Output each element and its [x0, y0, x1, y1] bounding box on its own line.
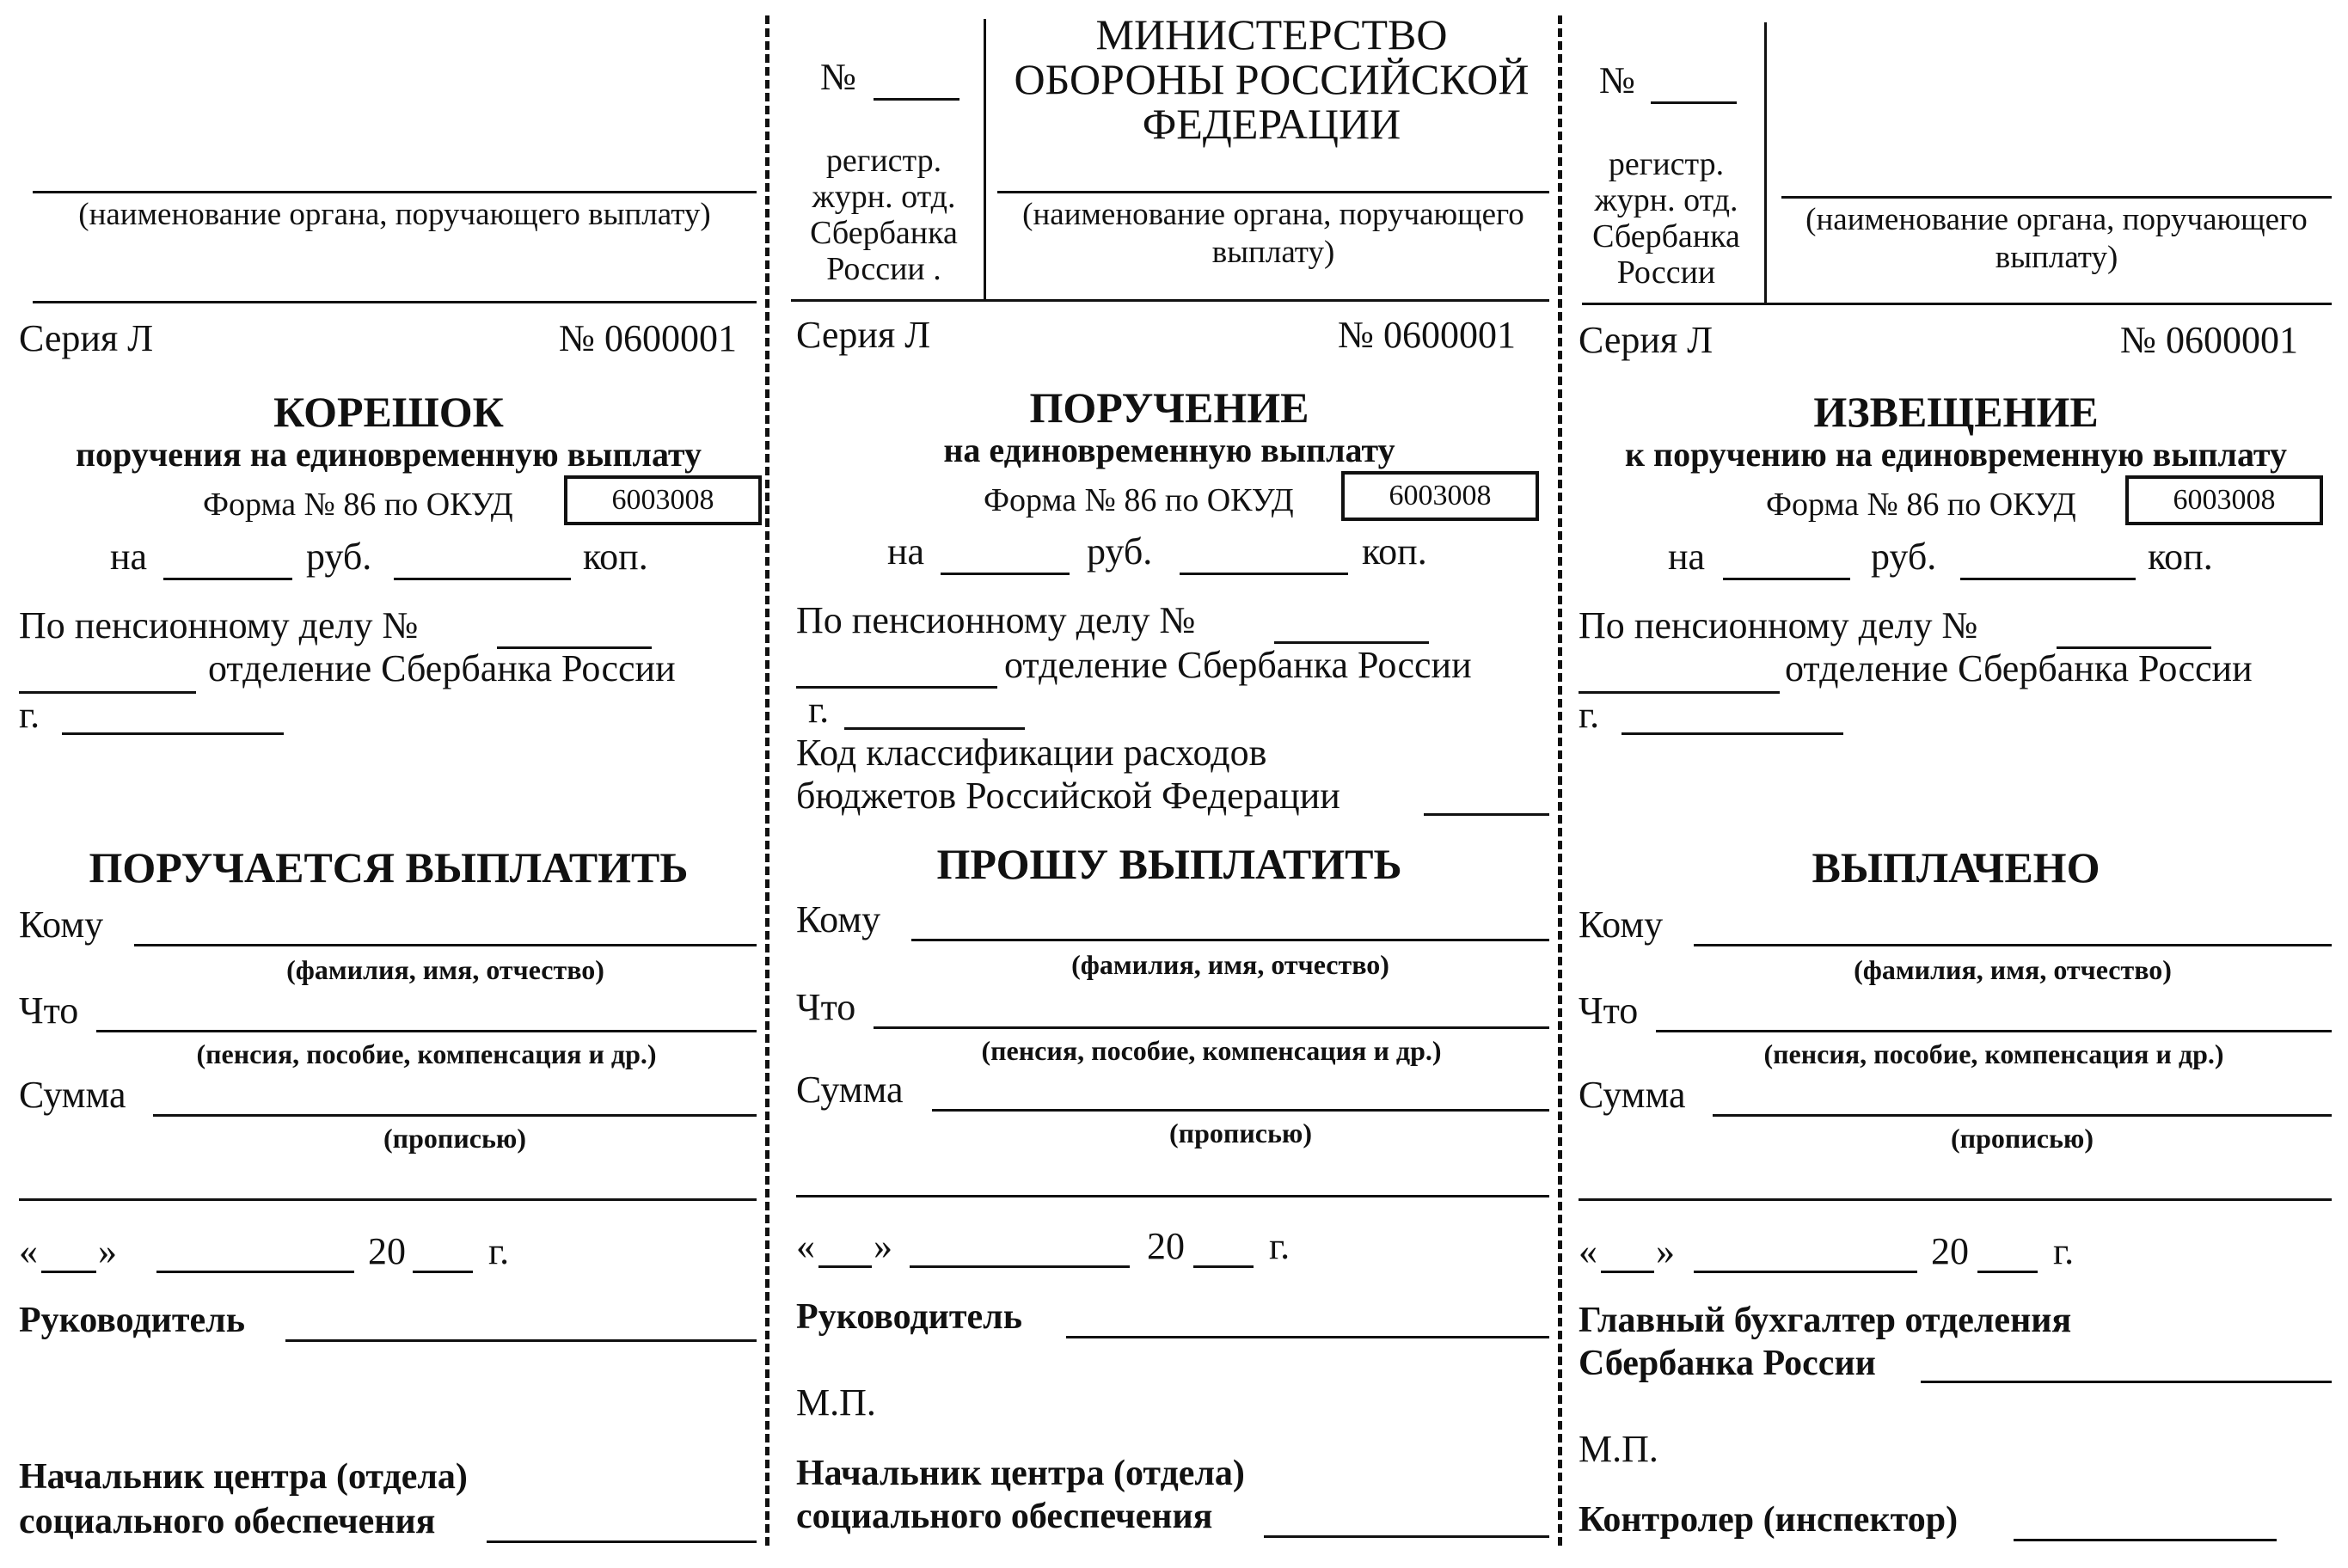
head-signature-line[interactable] — [285, 1339, 757, 1342]
stamp-label: М.П. — [796, 1381, 876, 1424]
series-label: Серия Л — [1579, 319, 1713, 361]
reg-number-label: № — [1599, 59, 1635, 101]
what-input-line[interactable] — [1656, 1030, 2332, 1032]
series-label: Серия Л — [19, 317, 154, 359]
month-input-line[interactable] — [156, 1271, 354, 1273]
chief-accountant-label-1: Главный бухгалтер отделения — [1579, 1301, 2072, 1340]
stamp-label: М.П. — [1579, 1428, 1658, 1470]
what-caption: (пенсия, пособие, компенсация и др.) — [981, 1035, 1442, 1066]
sum-caption: (прописью) — [1951, 1123, 2094, 1154]
document-subtitle: поручения на единовременную выплату — [75, 435, 702, 474]
form-label: Форма № 86 по ОКУД — [203, 487, 513, 523]
okud-code-box: 6003008 — [564, 475, 762, 525]
date-open-quote: « — [796, 1225, 815, 1267]
sum-input-line[interactable] — [153, 1114, 757, 1117]
whom-input-line[interactable] — [1694, 944, 2332, 946]
sum-words-input-line[interactable] — [1579, 1198, 2332, 1201]
what-label: Что — [1579, 989, 1639, 1032]
chief-accountant-label-2: Сбербанка России — [1579, 1344, 1876, 1383]
date-close-quote: » — [98, 1230, 117, 1272]
year-prefix: 20 — [1931, 1230, 1969, 1272]
what-label: Что — [796, 986, 856, 1028]
header-divider — [984, 19, 986, 299]
cut-line-right — [1558, 15, 1562, 1546]
social-head-label-2: социального обеспечения — [19, 1502, 436, 1541]
okud-code-box: 6003008 — [2125, 475, 2323, 525]
budget-code-label-2: бюджетов Российской Федерации — [796, 775, 1340, 817]
head-signature-line[interactable] — [1066, 1336, 1549, 1338]
controller-label: Контролер (инспектор) — [1579, 1500, 1959, 1540]
ministry-name: МИНИСТЕРСТВО ОБОРОНЫ РОССИЙСКОЙ ФЕДЕРАЦИИ — [1014, 10, 1530, 148]
amount-na-label: на — [1668, 536, 1706, 578]
budget-code-label-1: Код классификации расходов — [796, 732, 1267, 774]
cut-line-left — [765, 15, 769, 1546]
whom-label: Кому — [796, 898, 881, 940]
social-head-label-2: социального обеспечения — [796, 1497, 1213, 1536]
kop-label: коп. — [1362, 530, 1427, 573]
notice-section — [1565, 0, 2348, 1568]
section-title: ВЫПЛАЧЕНО — [1812, 843, 2100, 891]
reg-journal-caption: регистр. журн. отд. Сбербанка России . — [810, 143, 958, 287]
sum-label: Сумма — [1579, 1074, 1686, 1116]
org-name-caption: (наименование органа, поручающего выплату) — [1805, 202, 2308, 275]
order-section — [772, 0, 1558, 1568]
pension-case-label: По пенсионному делу № — [1579, 604, 1978, 646]
form-label: Форма № 86 по ОКУД — [984, 482, 1294, 518]
series-number: № 0600001 — [2120, 319, 2298, 361]
date-close-quote: » — [874, 1225, 892, 1267]
controller-signature-line[interactable] — [2014, 1539, 2277, 1541]
reg-number-input-line[interactable] — [874, 98, 959, 101]
city-label: г. — [1579, 694, 1600, 736]
sum-words-input-line[interactable] — [19, 1198, 757, 1201]
divider — [1582, 303, 2332, 305]
branch-number-input-line[interactable] — [1579, 691, 1780, 694]
kop-input-line[interactable] — [394, 578, 571, 580]
whom-caption: (фамилия, имя, отчество) — [1071, 949, 1389, 980]
city-input-line[interactable] — [844, 727, 1025, 730]
amount-na-label: на — [887, 530, 925, 573]
date-open-quote: « — [19, 1230, 38, 1272]
what-caption: (пенсия, пособие, компенсация и др.) — [196, 1038, 657, 1069]
series-number: № 0600001 — [1338, 314, 1516, 356]
sum-caption: (прописью) — [1169, 1118, 1312, 1148]
city-label: г. — [19, 694, 40, 736]
sber-branch-label: отделение Сбербанка России — [1785, 647, 2253, 689]
document-title: ПОРУЧЕНИЕ — [1029, 383, 1309, 432]
what-label: Что — [19, 989, 79, 1032]
form-label: Форма № 86 по ОКУД — [1766, 487, 2076, 523]
city-input-line[interactable] — [62, 732, 284, 735]
sum-words-input-line[interactable] — [796, 1195, 1549, 1197]
year-suffix: г. — [1269, 1225, 1290, 1267]
divider — [33, 301, 757, 303]
year-suffix: г. — [488, 1230, 510, 1272]
year-input-line[interactable] — [1193, 1265, 1254, 1268]
branch-number-input-line[interactable] — [19, 691, 196, 694]
year-input-line[interactable] — [413, 1271, 473, 1273]
social-head-signature-line[interactable] — [487, 1540, 757, 1543]
document-title: ИЗВЕЩЕНИЕ — [1813, 388, 2099, 436]
org-name-caption: (наименование органа, поручающего выплату) — [1022, 197, 1524, 270]
year-suffix: г. — [2053, 1230, 2075, 1272]
chief-accountant-signature-line[interactable] — [1921, 1381, 2332, 1383]
social-head-label-1: Начальник центра (отдела) — [19, 1457, 468, 1497]
day-input-line[interactable] — [818, 1265, 872, 1268]
city-label: г. — [808, 689, 830, 731]
pension-case-label: По пенсионному делу № — [19, 604, 419, 646]
document-subtitle: на единовременную выплату — [943, 431, 1395, 469]
budget-code-input-line[interactable] — [1424, 813, 1549, 816]
rub-label: руб. — [306, 536, 372, 578]
whom-input-line[interactable] — [134, 944, 757, 946]
year-prefix: 20 — [1147, 1225, 1185, 1267]
stub-section — [0, 0, 765, 1568]
year-input-line[interactable] — [1977, 1271, 2038, 1273]
okud-code-box: 6003008 — [1341, 471, 1539, 521]
date-open-quote: « — [1579, 1230, 1597, 1272]
org-name-caption: (наименование органа, поручающего выплату) — [78, 197, 711, 232]
rub-label: руб. — [1087, 530, 1153, 573]
sum-caption: (прописью) — [383, 1123, 526, 1154]
reg-number-label: № — [820, 56, 856, 98]
kop-input-line[interactable] — [1960, 578, 2136, 580]
day-input-line[interactable] — [41, 1271, 96, 1273]
section-title: ПРОШУ ВЫПЛАТИТЬ — [936, 840, 1402, 888]
whom-label: Кому — [1579, 903, 1664, 946]
date-close-quote: » — [1656, 1230, 1675, 1272]
head-signature-label: Руководитель — [796, 1297, 1022, 1337]
sum-label: Сумма — [796, 1069, 904, 1111]
document-title: КОРЕШОК — [273, 388, 504, 436]
year-prefix: 20 — [368, 1230, 406, 1272]
kop-label: коп. — [2148, 536, 2213, 578]
kop-input-line[interactable] — [1180, 573, 1348, 575]
document-subtitle: к поручению на единовременную выплату — [1624, 435, 2288, 474]
divider — [791, 299, 1549, 302]
series-number: № 0600001 — [559, 317, 737, 359]
city-input-line[interactable] — [1622, 732, 1843, 735]
reg-number-input-line[interactable] — [1651, 101, 1737, 104]
what-input-line[interactable] — [96, 1030, 757, 1032]
head-signature-label: Руководитель — [19, 1301, 245, 1340]
whom-input-line[interactable] — [911, 939, 1549, 941]
org-name-line — [1781, 196, 2332, 199]
whom-caption: (фамилия, имя, отчество) — [1854, 954, 2172, 985]
header-divider — [1764, 22, 1767, 303]
day-input-line[interactable] — [1601, 1271, 1654, 1273]
whom-caption: (фамилия, имя, отчество) — [286, 954, 604, 985]
rub-label: руб. — [1871, 536, 1937, 578]
rub-input-line[interactable] — [941, 573, 1070, 575]
month-input-line[interactable] — [1694, 1271, 1917, 1273]
sum-input-line[interactable] — [932, 1109, 1549, 1112]
sum-input-line[interactable] — [1713, 1114, 2332, 1117]
section-title: ПОРУЧАЕТСЯ ВЫПЛАТИТЬ — [89, 843, 689, 891]
sber-branch-label: отделение Сбербанка России — [1004, 644, 1472, 686]
amount-na-label: на — [110, 536, 148, 578]
rub-input-line[interactable] — [1723, 578, 1850, 580]
org-name-line — [33, 191, 757, 193]
rub-input-line[interactable] — [163, 578, 292, 580]
social-head-signature-line[interactable] — [1264, 1535, 1549, 1538]
sber-branch-label: отделение Сбербанка России — [208, 647, 676, 689]
what-input-line[interactable] — [874, 1026, 1549, 1029]
what-caption: (пенсия, пособие, компенсация и др.) — [1763, 1038, 2224, 1069]
whom-label: Кому — [19, 903, 104, 946]
month-input-line[interactable] — [910, 1265, 1130, 1268]
social-head-label-1: Начальник центра (отдела) — [796, 1454, 1245, 1493]
sum-label: Сумма — [19, 1074, 126, 1116]
reg-journal-caption: регистр. журн. отд. Сбербанка России — [1592, 146, 1740, 291]
series-label: Серия Л — [796, 314, 931, 356]
org-name-line — [997, 191, 1549, 193]
kop-label: коп. — [583, 536, 648, 578]
pension-case-label: По пенсионному делу № — [796, 599, 1196, 641]
